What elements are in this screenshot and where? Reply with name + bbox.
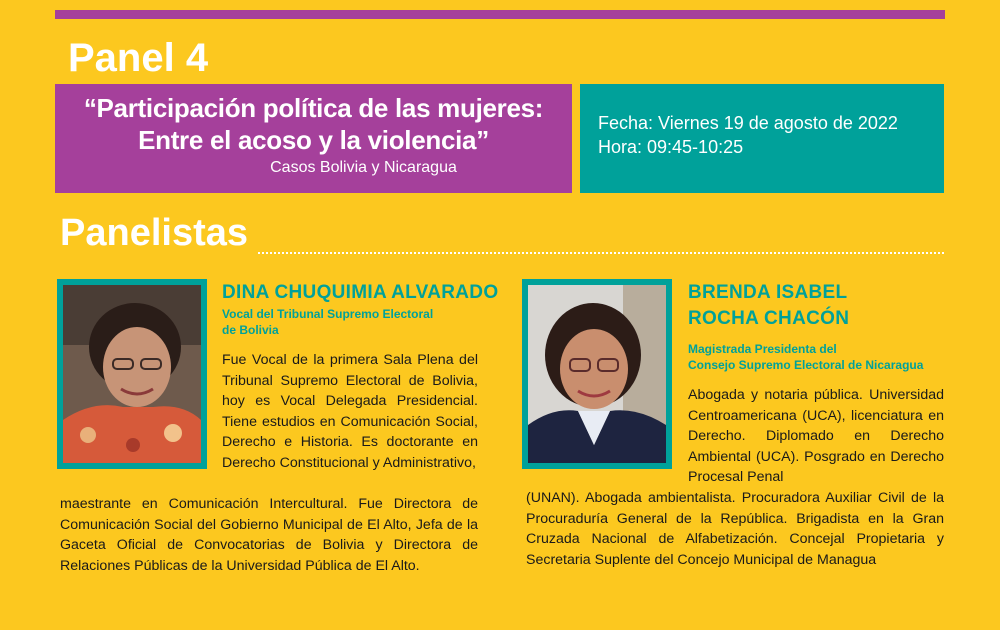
panelist-2-name-line-1: BRENDA ISABEL: [688, 282, 848, 303]
title-line-2: Entre el acoso y la violencia”: [138, 125, 489, 155]
top-divider-bar: [55, 10, 945, 19]
panelist-1-role-line-1: Vocal del Tribunal Supremo Electoral: [222, 307, 434, 321]
panelist-2-bio-wrapped: Abogada y notaria pública. Universidad Centroamericana (UCA), licenciatura en Derecho. Diplomado en Derecho Ambiental (UCA). Posgrado en Derecho Procesal Penal: [688, 387, 944, 485]
panelist-1-bio-full: maestrante en Comunicación Intercultural. Fue Directora de Comunicación Social del Gobierno Municipal de El Alto, Jefa de la Gaceta Oficial de Convocatorias de Bolivia y Directora de Relaciones Públicas de la Universidad Pública de El Alto.: [60, 496, 478, 574]
panelist-1-bio-wrapped: Fue Vocal de la primera Sala Plena del Tribunal Supremo Electoral de Bolivia, hoy es Vocal Delegada Presidencial. Tiene estudios en Comunicación Social, Derecho e Historia. Es doctorante en Derecho Constitucional y Administrativo,: [222, 352, 478, 471]
title-box: [55, 84, 572, 193]
event-time: Hora: 09:45-10:25: [598, 137, 744, 157]
panelist-1-name: DINA CHUQUIMIA ALVARADO: [222, 282, 499, 303]
panelist-2-role-line-2: Consejo Supremo Electoral de Nicaragua: [688, 358, 924, 372]
section-title: Panelistas: [60, 212, 248, 254]
event-date: Fecha: Viernes 19 de agosto de 2022: [598, 113, 898, 133]
panelist-2-name-line-2: ROCHA CHACÓN: [688, 308, 850, 329]
panel-label: Panel 4: [68, 36, 209, 80]
panelist-2-photo: [522, 279, 672, 469]
panelist-2-bio-full: (UNAN). Abogada ambientalista. Procuradora Auxiliar Civil de la Procuraduría General de la República. Brigadista en la Gran Cruzada Nacional de Alfabetización. Concejal Propietaria y Secretaria Suplente del Concejo Municipal de Managua: [526, 490, 944, 568]
panelist-2-role-line-1: Magistrada Presidenta del: [688, 342, 837, 356]
title-line-1: “Participación política de las mujeres:: [83, 93, 544, 123]
panelist-1-role-line-2: de Bolivia: [222, 323, 279, 337]
schedule-box: [580, 84, 944, 193]
dotted-divider: [258, 252, 944, 254]
panelist-1-photo: [57, 279, 207, 469]
title-subtitle: Casos Bolivia y Nicaragua: [270, 159, 457, 176]
